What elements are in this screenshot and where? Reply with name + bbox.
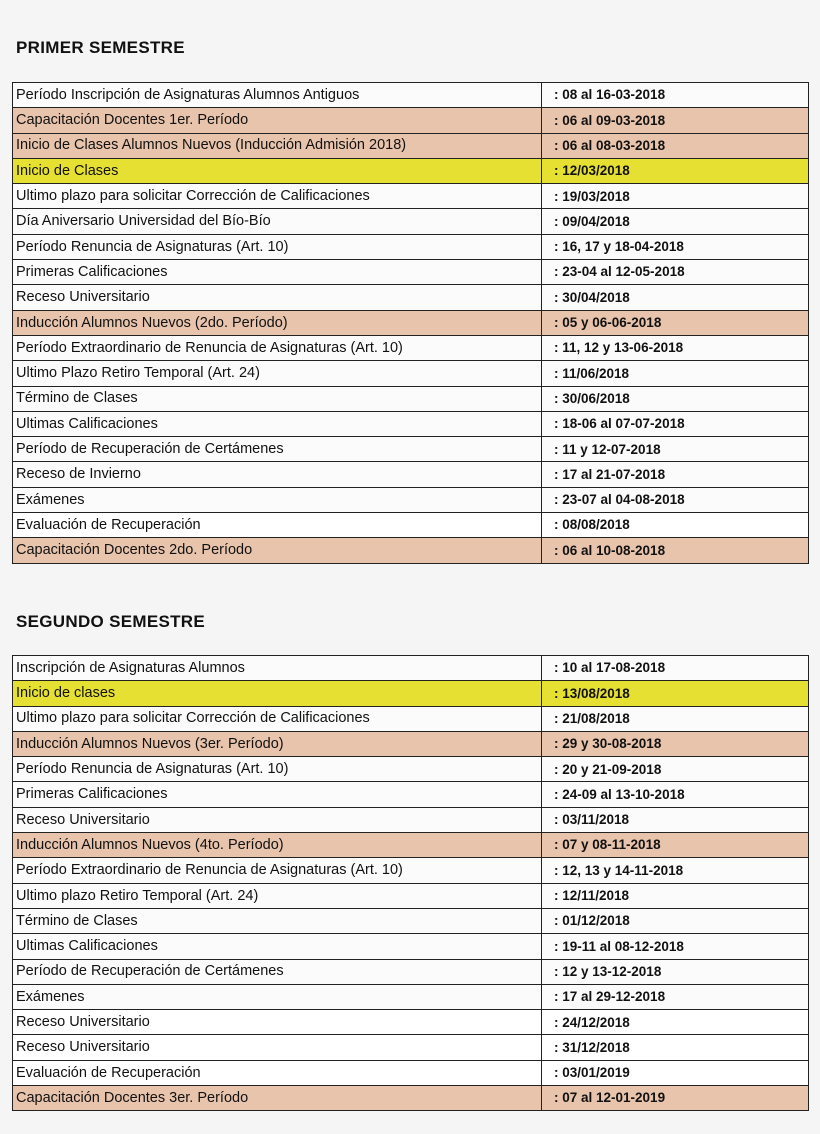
event-date: : 17 al 29-12-2018 [542, 984, 809, 1009]
event-date: : 13/08/2018 [542, 681, 809, 706]
event-date: : 12 y 13-12-2018 [542, 959, 809, 984]
event-date: : 18-06 al 07-07-2018 [542, 411, 809, 436]
event-label: Evaluación de Recuperación [13, 1060, 542, 1085]
event-date: : 16, 17 y 18-04-2018 [542, 234, 809, 259]
schedule-row [13, 310, 809, 335]
event-date: : 23-04 al 12-05-2018 [542, 260, 809, 285]
event-date: : 01/12/2018 [542, 908, 809, 933]
event-date: : 09/04/2018 [542, 209, 809, 234]
schedule-row [13, 108, 809, 133]
schedule-row [13, 1060, 809, 1085]
schedule-row [13, 361, 809, 386]
event-label: Inducción Alumnos Nuevos (3er. Período) [13, 731, 542, 756]
event-date: : 11/06/2018 [542, 361, 809, 386]
schedule-row [13, 386, 809, 411]
schedule-row [13, 656, 809, 681]
event-label: Receso de Invierno [13, 462, 542, 487]
schedule-row [13, 934, 809, 959]
event-label: Ultimo plazo para solicitar Corrección de Calificaciones [13, 706, 542, 731]
schedule-row [13, 487, 809, 512]
event-date: : 06 al 08-03-2018 [542, 133, 809, 158]
schedule-row [13, 731, 809, 756]
event-label: Receso Universitario [13, 1010, 542, 1035]
schedule-row [13, 1086, 809, 1111]
event-label: Capacitación Docentes 3er. Período [13, 1086, 542, 1111]
event-date: : 12/03/2018 [542, 158, 809, 183]
event-date: : 31/12/2018 [542, 1035, 809, 1060]
event-label: Receso Universitario [13, 1035, 542, 1060]
event-label: Inicio de Clases Alumnos Nuevos (Inducción Admisión 2018) [13, 133, 542, 158]
event-date: : 19-11 al 08-12-2018 [542, 934, 809, 959]
event-date: : 30/06/2018 [542, 386, 809, 411]
event-date: : 07 al 12-01-2019 [542, 1086, 809, 1111]
event-date: : 08 al 16-03-2018 [542, 83, 809, 108]
event-label: Exámenes [13, 487, 542, 512]
schedule-row [13, 984, 809, 1009]
event-label: Período de Recuperación de Certámenes [13, 437, 542, 462]
schedule-table-primer-semestre [12, 82, 809, 564]
schedule-row [13, 184, 809, 209]
schedule-row [13, 883, 809, 908]
event-label: Término de Clases [13, 386, 542, 411]
event-label: Inicio de Clases [13, 158, 542, 183]
schedule-row [13, 83, 809, 108]
schedule-row [13, 462, 809, 487]
event-label: Inducción Alumnos Nuevos (4to. Período) [13, 833, 542, 858]
event-label: Ultimo plazo para solicitar Corrección de Calificaciones [13, 184, 542, 209]
event-date: : 08/08/2018 [542, 513, 809, 538]
event-date: : 24-09 al 13-10-2018 [542, 782, 809, 807]
schedule-row [13, 757, 809, 782]
event-label: Receso Universitario [13, 285, 542, 310]
event-date: : 12, 13 y 14-11-2018 [542, 858, 809, 883]
event-date: : 24/12/2018 [542, 1010, 809, 1035]
schedule-row [13, 209, 809, 234]
schedule-row [13, 234, 809, 259]
schedule-row [13, 133, 809, 158]
event-date: : 17 al 21-07-2018 [542, 462, 809, 487]
schedule-row [13, 706, 809, 731]
schedule-row [13, 538, 809, 563]
event-date: : 10 al 17-08-2018 [542, 656, 809, 681]
event-label: Término de Clases [13, 908, 542, 933]
event-date: : 30/04/2018 [542, 285, 809, 310]
event-label: Período de Recuperación de Certámenes [13, 959, 542, 984]
schedule-row [13, 260, 809, 285]
event-label: Primeras Calificaciones [13, 260, 542, 285]
section-title-segundo-semestre: SEGUNDO SEMESTRE [16, 612, 205, 631]
schedule-row [13, 959, 809, 984]
event-date: : 12/11/2018 [542, 883, 809, 908]
section-title-primer-semestre: PRIMER SEMESTRE [16, 38, 185, 57]
schedule-table-segundo-semestre [12, 655, 809, 1111]
event-date: : 19/03/2018 [542, 184, 809, 209]
event-date: : 03/11/2018 [542, 807, 809, 832]
schedule-row [13, 807, 809, 832]
event-label: Período Renuncia de Asignaturas (Art. 10) [13, 757, 542, 782]
event-date: : 21/08/2018 [542, 706, 809, 731]
event-label: Ultimas Calificaciones [13, 411, 542, 436]
schedule-row [13, 158, 809, 183]
event-label: Inicio de clases [13, 681, 542, 706]
schedule-row [13, 1035, 809, 1060]
event-label: Ultimo Plazo Retiro Temporal (Art. 24) [13, 361, 542, 386]
schedule-row [13, 858, 809, 883]
event-label: Capacitación Docentes 2do. Período [13, 538, 542, 563]
event-label: Exámenes [13, 984, 542, 1009]
event-date: : 11 y 12-07-2018 [542, 437, 809, 462]
event-date: : 20 y 21-09-2018 [542, 757, 809, 782]
event-date: : 06 al 10-08-2018 [542, 538, 809, 563]
event-label: Inducción Alumnos Nuevos (2do. Período) [13, 310, 542, 335]
event-date: : 23-07 al 04-08-2018 [542, 487, 809, 512]
schedule-row [13, 411, 809, 436]
schedule-row [13, 335, 809, 360]
event-label: Período Inscripción de Asignaturas Alumnos Antiguos [13, 83, 542, 108]
event-label: Capacitación Docentes 1er. Período [13, 108, 542, 133]
event-label: Período Extraordinario de Renuncia de Asignaturas (Art. 10) [13, 858, 542, 883]
event-date: : 06 al 09-03-2018 [542, 108, 809, 133]
schedule-row [13, 681, 809, 706]
schedule-row [13, 908, 809, 933]
event-date: : 05 y 06-06-2018 [542, 310, 809, 335]
event-label: Día Aniversario Universidad del Bío-Bío [13, 209, 542, 234]
schedule-row [13, 513, 809, 538]
schedule-row [13, 833, 809, 858]
event-date: : 29 y 30-08-2018 [542, 731, 809, 756]
event-label: Período Extraordinario de Renuncia de Asignaturas (Art. 10) [13, 335, 542, 360]
event-label: Evaluación de Recuperación [13, 513, 542, 538]
event-label: Ultimas Calificaciones [13, 934, 542, 959]
event-label: Primeras Calificaciones [13, 782, 542, 807]
schedule-row [13, 782, 809, 807]
schedule-row [13, 1010, 809, 1035]
event-label: Receso Universitario [13, 807, 542, 832]
event-label: Período Renuncia de Asignaturas (Art. 10) [13, 234, 542, 259]
event-date: : 11, 12 y 13-06-2018 [542, 335, 809, 360]
schedule-row [13, 285, 809, 310]
event-label: Ultimo plazo Retiro Temporal (Art. 24) [13, 883, 542, 908]
event-date: : 07 y 08-11-2018 [542, 833, 809, 858]
event-label: Inscripción de Asignaturas Alumnos [13, 656, 542, 681]
event-date: : 03/01/2019 [542, 1060, 809, 1085]
schedule-row [13, 437, 809, 462]
